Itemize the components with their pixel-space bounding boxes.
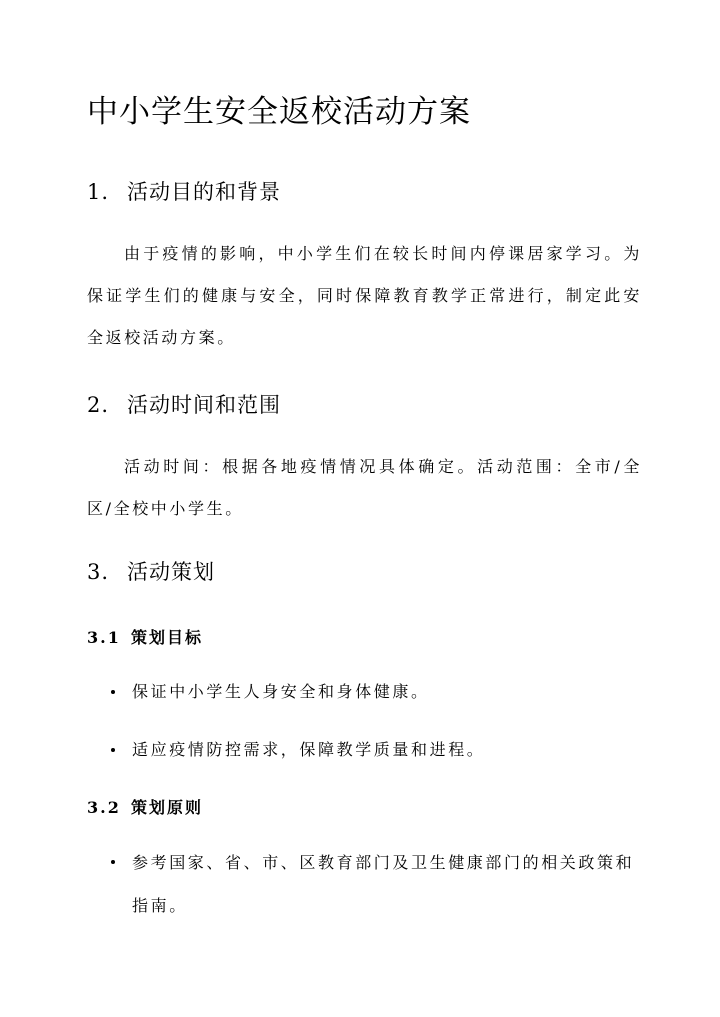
list-item-text: 参考国家、省、市、区教育部门及卫生健康部门的相关政策和指南。 [132,853,635,915]
bullet-icon [111,860,115,864]
bullet-icon [111,748,115,752]
section-number: 3. [87,560,110,584]
bullet-list [87,671,642,771]
section-number: 2. [87,393,110,417]
bullet-list [87,841,642,927]
subsection-number: 3.2 [87,798,121,817]
bullet-icon [111,690,115,694]
subsection-number: 3.1 [87,628,121,647]
section-paragraph: 由于疫情的影响，中小学生们在较长时间内停课居家学习。为保证学生们的健康与安全，同时保障教育教学正常进行，制定此安全返校活动方案。 [87,244,642,347]
subsection-heading-text: 策划目标 [131,628,204,647]
subsection-heading-text: 策划原则 [131,798,204,817]
section-heading-2 [87,389,281,419]
section-paragraph: 活动时间：根据各地疫情情况具体确定。活动范围：全市/全区/全校中小学生。 [87,457,642,518]
section-heading-text: 活动策划 [127,560,215,584]
section-heading-3 [87,556,215,586]
section-number: 1. [87,180,110,204]
list-item [87,729,642,771]
list-item-text: 保证中小学生人身安全和身体健康。 [132,682,430,701]
subsection-heading-3-2 [87,795,203,818]
list-item-text: 适应疫情防控需求，保障教学质量和进程。 [132,740,486,759]
list-item [87,841,642,927]
section-heading-text: 活动目的和背景 [127,180,281,204]
subsection-heading-3-1 [87,625,203,648]
document-title: 中小学生安全返校活动方案 [87,94,471,130]
list-item [87,671,642,713]
section-heading-1 [87,176,281,206]
section-heading-text: 活动时间和范围 [127,393,281,417]
